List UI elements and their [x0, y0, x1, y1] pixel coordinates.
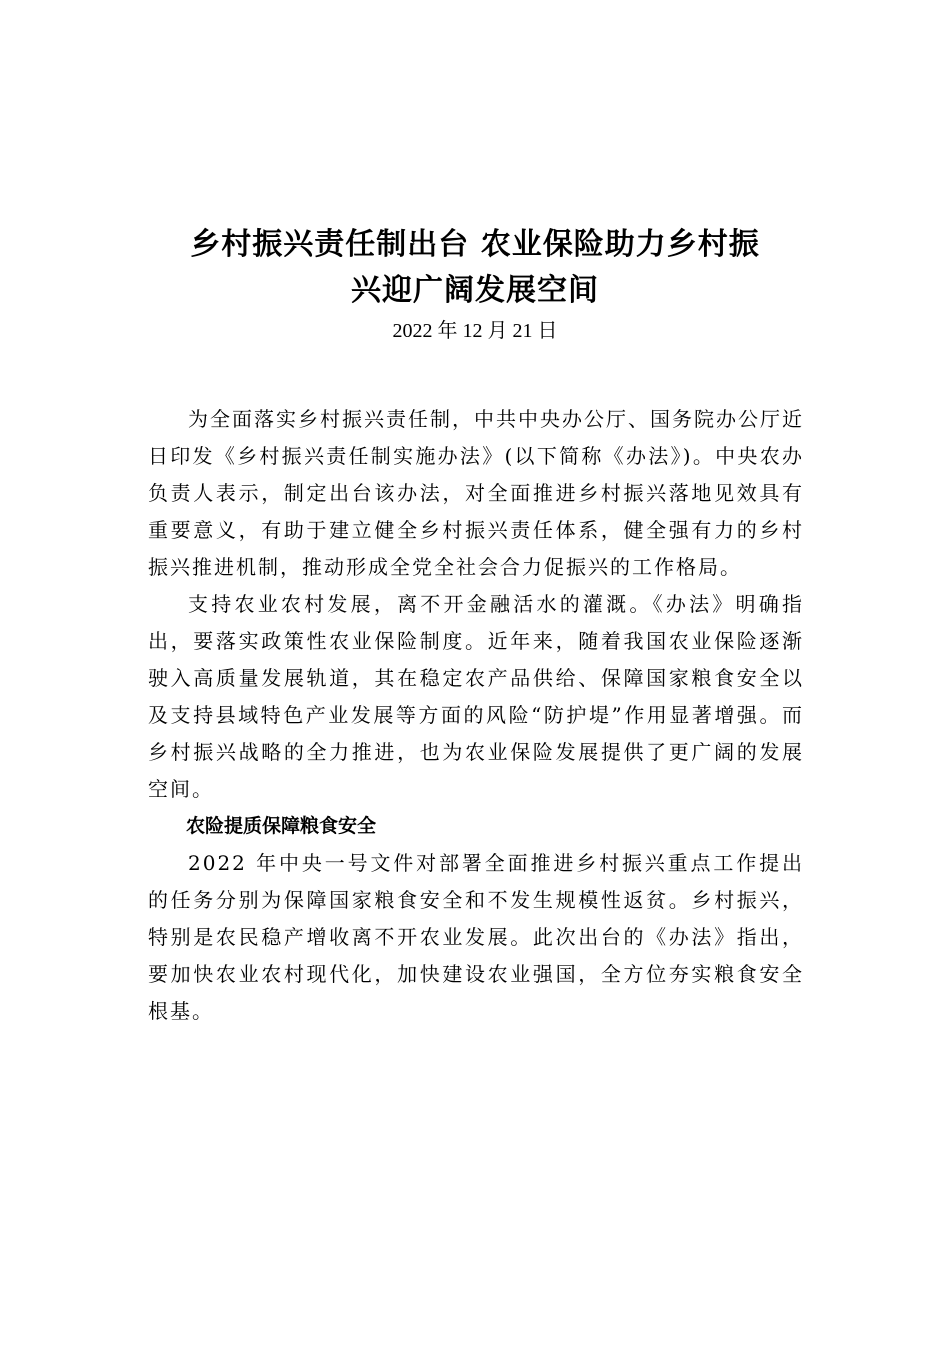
body-paragraph: 为全面落实乡村振兴责任制，中共中央办公厅、国务院办公厅近日印发《乡村振兴责任制实施办法》(以下简称《办法》)。中央农办负责人表示，制定出台该办法，对全面推进乡村振兴落地见效具有重要意义，有助于建立健全乡村振兴责任体系，健全强有力的乡村振兴推进机制，推动形成全党全社会合力促振兴的工作格局。 [148, 407, 804, 579]
body-paragraph: 2022 年中央一号文件对部署全面推进乡村振兴重点工作提出的任务分别为保障国家粮食安全和不发生规模性返贫。乡村振兴，特别是农民稳产增收离不开农业发展。此次出台的《办法》指出，要加快农业农村现代化，加快建设农业强国，全方位夯实粮食安全根基。 [148, 851, 804, 1023]
article-title-line-2: 兴迎广阔发展空间 [351, 273, 599, 308]
body-paragraph: 支持农业农村发展，离不开金融活水的灌溉。《办法》明确指出，要落实政策性农业保险制度。近年来，随着我国农业保险逐渐驶入高质量发展轨道，其在稳定农产品供给、保障国家粮食安全以及支持县域特色产业发展等方面的风险“防护堤”作用显著增强。而乡村振兴战略的全力推进，也为农业保险发展提供了更广阔的发展空间。 [148, 592, 804, 801]
article-title-line-1: 乡村振兴责任制出台 农业保险助力乡村振 [190, 227, 760, 262]
article-body [148, 401, 804, 1030]
article-title [140, 222, 810, 314]
section-heading: 农险提质保障粮食安全 [186, 815, 377, 837]
article-date: 2022 年 12 月 21 日 [392, 320, 558, 342]
